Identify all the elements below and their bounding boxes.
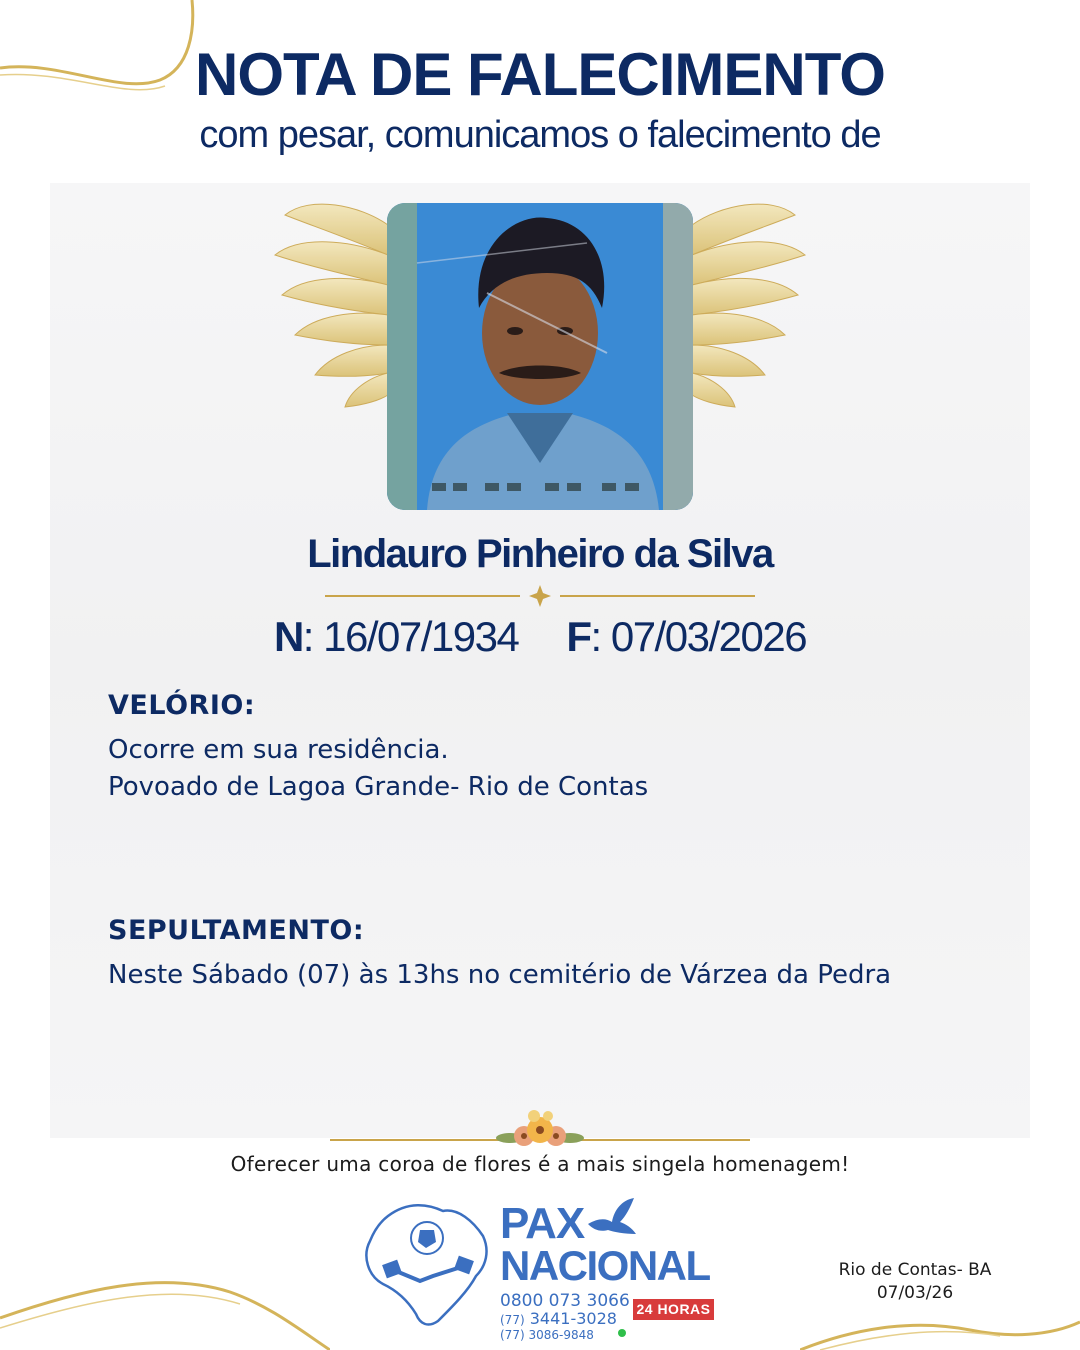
life-dates: N: 16/07/1934 F: 07/03/2026	[273, 613, 807, 660]
birth-date: 16/07/1934	[323, 613, 519, 660]
phone-line-2[interactable]	[500, 1328, 594, 1342]
burial-details: Neste Sábado (07) às 13hs no cemitério de Várzea da Pedra	[108, 960, 892, 990]
wake-heading: VELÓRIO:	[108, 690, 256, 721]
phone-number-1: 3441-3028	[529, 1309, 617, 1328]
deceased-photo	[387, 203, 693, 510]
gold-swoosh-bottom-right	[800, 1300, 1080, 1350]
brand-name-line-1: PAX	[500, 1199, 585, 1248]
brand-name-line-2: NACIONAL	[500, 1242, 710, 1289]
phone-number-2: 3086-9848	[528, 1328, 594, 1342]
brazil-map-icon	[358, 1196, 496, 1332]
gold-swoosh-bottom-left	[0, 1270, 330, 1350]
whatsapp-icon	[618, 1329, 626, 1337]
burial-heading: SEPULTAMENTO:	[108, 915, 365, 946]
gold-star-icon	[529, 585, 551, 607]
city-label: Rio de Contas- BA	[838, 1260, 992, 1280]
gold-divider	[320, 583, 760, 609]
tribute-message: Oferecer uma coroa de flores é a mais singela homenagem!	[230, 1152, 850, 1176]
death-label: F	[566, 613, 591, 660]
wake-details	[108, 732, 648, 806]
death-date: 07/03/2026	[610, 613, 807, 660]
wake-line-1: Ocorre em sua residência.	[108, 735, 449, 765]
note-date: 07/03/26	[876, 1283, 954, 1303]
page-title: NOTA DE FALECIMENTO	[195, 41, 885, 108]
handshake-icon	[382, 1256, 474, 1281]
page-subtitle: com pesar, comunicamos o falecimento de	[199, 114, 881, 156]
phone-area-2: (77)	[500, 1328, 525, 1342]
birth-label: N	[273, 613, 303, 660]
deceased-name: Lindauro Pinheiro da Silva	[307, 532, 773, 576]
hours-badge: 24 HORAS	[633, 1299, 714, 1320]
wake-line-2: Povoado de Lagoa Grande- Rio de Contas	[108, 772, 649, 802]
phone-area-1: (77)	[500, 1313, 525, 1327]
dove-icon	[584, 1196, 640, 1240]
location-date	[812, 1259, 1018, 1305]
phone-tollfree[interactable]: 0800 073 3066	[500, 1291, 630, 1311]
phone-line-1[interactable]	[500, 1309, 617, 1328]
